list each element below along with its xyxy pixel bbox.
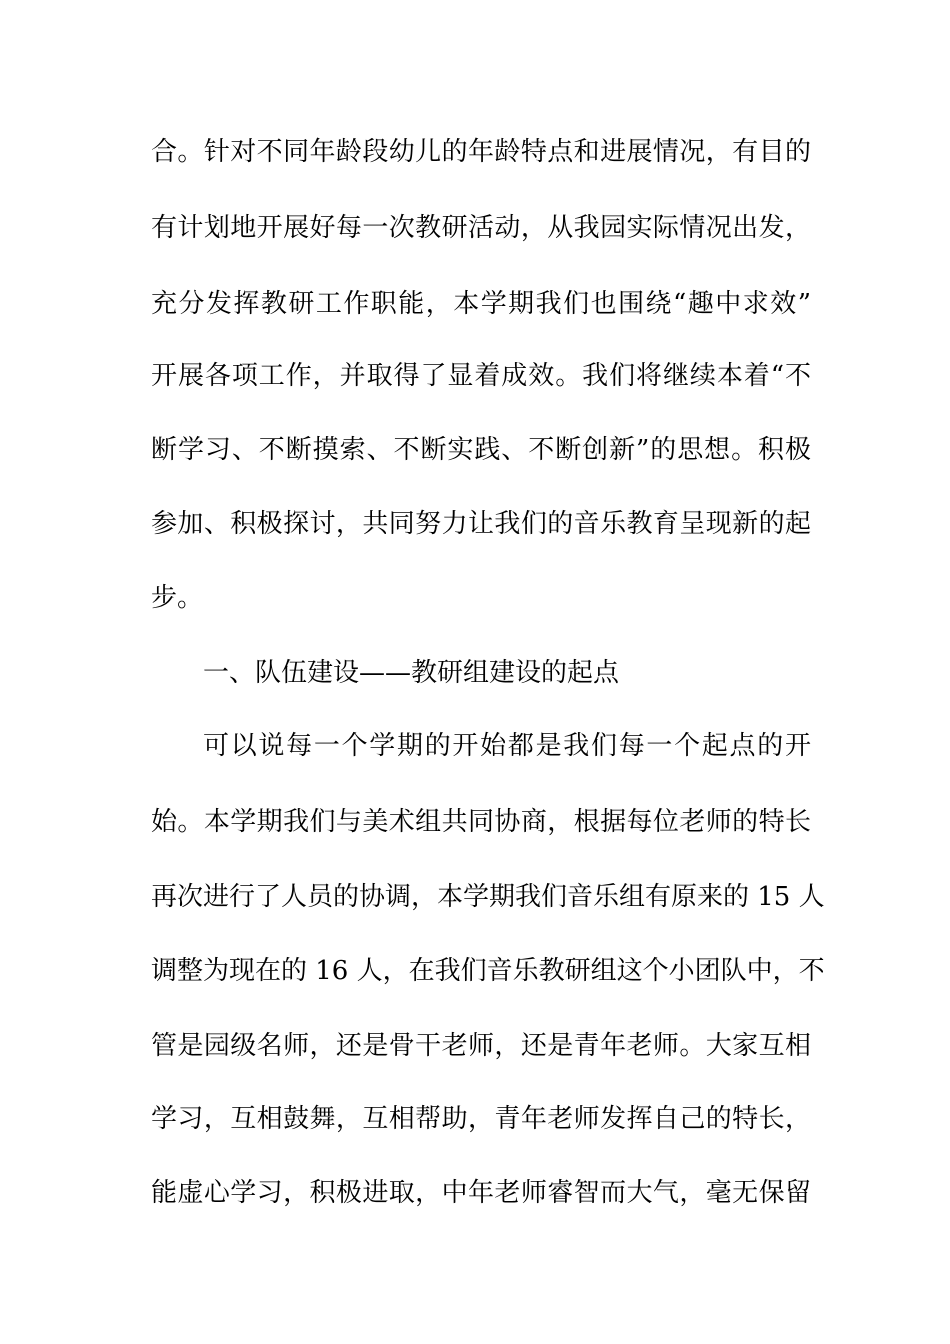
paragraph-line: 调整为现在的 16 人，在我们音乐教研组这个小团队中，不 <box>151 956 825 986</box>
paragraph-line: 可以说每一个学期的开始都是我们每一个起点的开 <box>203 731 811 761</box>
section-heading: 一、队伍建设——教研组建设的起点 <box>203 658 620 688</box>
paragraph-line: 断学习、不断摸索、不断实践、不断创新”的思想。积极 <box>151 435 811 465</box>
paragraph-line: 再次进行了人员的协调，本学期我们音乐组有原来的 15 人 <box>151 882 825 912</box>
paragraph-line: 有计划地开展好每一次教研活动，从我园实际情况出发， <box>151 213 811 243</box>
paragraph-line: 始。本学期我们与美术组共同协商，根据每位老师的特长 <box>151 807 811 837</box>
paragraph-line: 参加、积极探讨，共同努力让我们的音乐教育呈现新的起 <box>151 509 811 539</box>
paragraph-line: 步。 <box>151 583 204 613</box>
paragraph-line: 能虚心学习，积极进取，中年老师睿智而大气，毫无保留 <box>151 1178 811 1208</box>
paragraph-line: 充分发挥教研工作职能，本学期我们也围绕“趣中求效” <box>151 289 811 319</box>
paragraph-line: 管是园级名师，还是骨干老师，还是青年老师。大家互相 <box>151 1031 811 1061</box>
paragraph-line: 学习，互相鼓舞，互相帮助，青年老师发挥自己的特长， <box>151 1104 811 1134</box>
paragraph-line: 合。针对不同年龄段幼儿的年龄特点和进展情况，有目的 <box>151 137 811 167</box>
paragraph-line: 开展各项工作，并取得了显着成效。我们将继续本着“不 <box>151 361 811 391</box>
